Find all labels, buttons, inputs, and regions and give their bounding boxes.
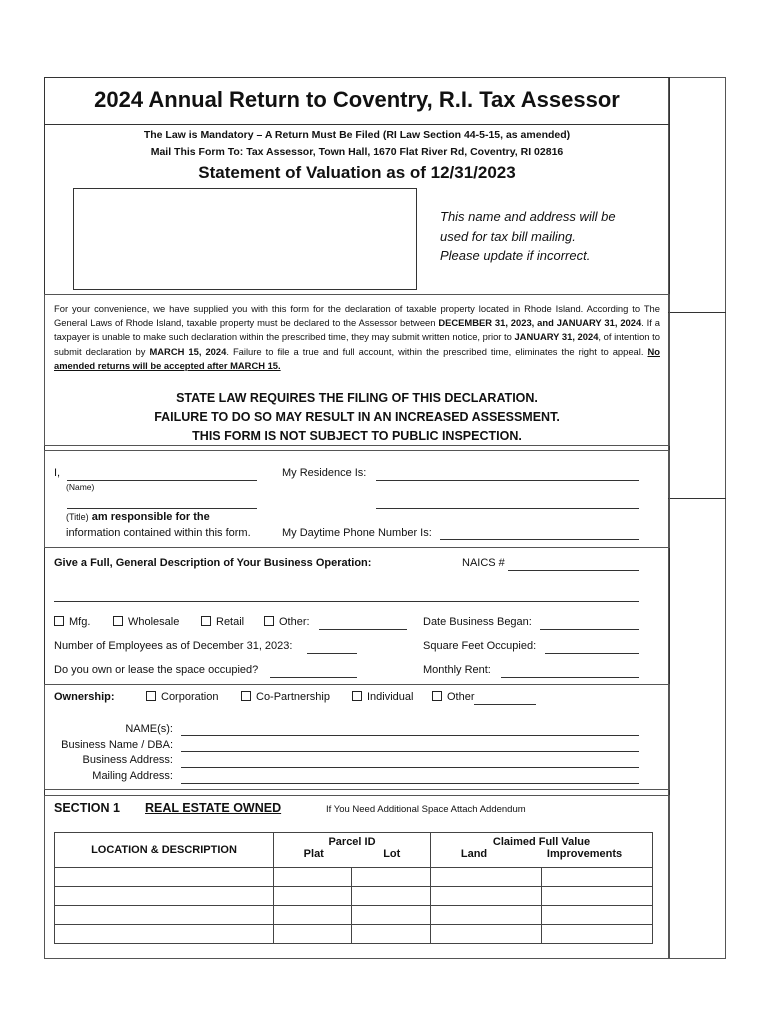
title-responsible-line bbox=[66, 511, 210, 523]
retail-checkbox[interactable] bbox=[201, 616, 211, 626]
col-value-header bbox=[431, 833, 653, 868]
section1-label: SECTION 1 bbox=[54, 801, 120, 815]
mailing-address-field[interactable] bbox=[181, 783, 639, 784]
business-address-field[interactable] bbox=[181, 767, 639, 768]
location-cell[interactable] bbox=[55, 868, 274, 887]
corporation-option[interactable] bbox=[146, 691, 218, 703]
names-field[interactable] bbox=[181, 735, 639, 736]
plat-cell[interactable] bbox=[274, 887, 352, 906]
notice-date: MARCH 15, 2024 bbox=[149, 345, 227, 357]
col-parcel-header bbox=[274, 833, 431, 868]
copartnership-checkbox[interactable] bbox=[241, 691, 251, 701]
retail-option[interactable] bbox=[201, 616, 244, 628]
residence-field-2[interactable] bbox=[376, 508, 639, 509]
notice-text: . If a taxpayer is unable to make such declaration within the prescribed time, they may submit written notice, prior to bbox=[54, 317, 660, 343]
lot-cell[interactable] bbox=[352, 906, 431, 925]
date-began-field[interactable] bbox=[540, 629, 639, 630]
naics-label: NAICS # bbox=[462, 557, 505, 569]
ownership-other-checkbox[interactable] bbox=[432, 691, 442, 701]
notice-text: . Failure to file a true and full account, within the prescribed time, eliminates the right to appeal. bbox=[226, 345, 648, 357]
parcel-subheaders bbox=[274, 848, 430, 860]
mfg-label: Mfg. bbox=[69, 616, 91, 628]
other-label: Other: bbox=[279, 616, 310, 628]
phone-field[interactable] bbox=[440, 539, 639, 540]
plat-cell[interactable] bbox=[274, 925, 352, 944]
right-margin-strip bbox=[668, 77, 726, 959]
info-label: information contained within this form. bbox=[66, 527, 251, 539]
statement-title: Statement of Valuation as of 12/31/2023 bbox=[198, 163, 516, 182]
col-parcel-label: Parcel ID bbox=[328, 836, 376, 848]
square-feet-field[interactable] bbox=[545, 653, 639, 654]
wholesale-option[interactable] bbox=[113, 616, 179, 628]
address-box[interactable] bbox=[73, 188, 417, 290]
page-title: 2024 Annual Return to Coventry, R.I. Tax Assessor bbox=[94, 87, 620, 112]
naics-field[interactable] bbox=[508, 570, 639, 571]
own-lease-field[interactable] bbox=[270, 677, 357, 678]
col-location-label: LOCATION & DESCRIPTION bbox=[91, 844, 237, 856]
notice-text: , of intention to submit declaration by bbox=[54, 331, 660, 357]
monthly-rent-label: Monthly Rent: bbox=[423, 664, 491, 676]
names-label: NAME(s): bbox=[125, 723, 173, 735]
improvements-cell[interactable] bbox=[542, 868, 653, 887]
real-estate-table bbox=[54, 832, 653, 944]
header-divider bbox=[44, 124, 670, 125]
business-name-label: Business Name / DBA: bbox=[61, 739, 173, 751]
address-note-line: This name and address will be bbox=[440, 209, 616, 224]
table-row bbox=[55, 868, 653, 887]
col-land-label: Land bbox=[460, 848, 488, 860]
wholesale-label: Wholesale bbox=[128, 616, 180, 628]
corporation-label: Corporation bbox=[161, 691, 219, 703]
business-address-label: Business Address: bbox=[82, 754, 173, 766]
name-label: (Name) bbox=[66, 482, 95, 492]
other-option[interactable] bbox=[264, 616, 310, 628]
notice-text: For your convenience, we have supplied you with this form for the declaration of taxable property located in Rhode Island. According to The General Laws of Rhode Island, taxable property must be declared to the Assessor between bbox=[54, 303, 660, 329]
own-lease-label: Do you own or lease the space occupied? bbox=[54, 664, 259, 676]
title-label: (Title) bbox=[66, 512, 89, 522]
residence-label: My Residence Is: bbox=[282, 467, 367, 479]
monthly-rent-field[interactable] bbox=[501, 677, 639, 678]
land-cell[interactable] bbox=[431, 887, 542, 906]
residence-field[interactable] bbox=[376, 480, 639, 481]
improvements-cell[interactable] bbox=[542, 887, 653, 906]
other-checkbox[interactable] bbox=[264, 616, 274, 626]
warning-line: THIS FORM IS NOT SUBJECT TO PUBLIC INSPECTION. bbox=[192, 429, 522, 443]
mail-line: Mail This Form To: Tax Assessor, Town Hall, 1670 Flat River Rd, Coventry, RI 02816 bbox=[150, 146, 564, 158]
date-began-label: Date Business Began: bbox=[423, 616, 532, 628]
individual-option[interactable] bbox=[352, 691, 413, 703]
address-note bbox=[440, 207, 616, 266]
lot-cell[interactable] bbox=[352, 887, 431, 906]
copartnership-label: Co-Partnership bbox=[256, 691, 330, 703]
individual-label: Individual bbox=[367, 691, 414, 703]
amended-note: No amended returns will be accepted after MARCH 15. bbox=[54, 345, 660, 371]
col-lot-label: Lot bbox=[383, 848, 401, 860]
col-value-label: Claimed Full Value bbox=[492, 836, 591, 848]
right-strip-divider bbox=[668, 312, 726, 313]
location-cell[interactable] bbox=[55, 887, 274, 906]
retail-label: Retail bbox=[216, 616, 245, 628]
table-row bbox=[55, 906, 653, 925]
address-note-line: Please update if incorrect. bbox=[440, 248, 591, 263]
notice-date: JANUARY 31, 2024 bbox=[514, 331, 599, 343]
warning-line: STATE LAW REQUIRES THE FILING OF THIS DECLARATION. bbox=[176, 391, 538, 405]
notice-paragraph bbox=[54, 302, 660, 373]
lot-cell[interactable] bbox=[352, 925, 431, 944]
mfg-checkbox[interactable] bbox=[54, 616, 64, 626]
mfg-option[interactable] bbox=[54, 616, 90, 628]
col-improvements-label: Improvements bbox=[546, 848, 623, 860]
plat-cell[interactable] bbox=[274, 868, 352, 887]
ownership-label: Ownership: bbox=[54, 691, 115, 703]
section1-title: REAL ESTATE OWNED bbox=[145, 801, 282, 815]
corporation-checkbox[interactable] bbox=[146, 691, 156, 701]
land-cell[interactable] bbox=[431, 925, 542, 944]
right-strip-divider bbox=[668, 498, 726, 499]
lot-cell[interactable] bbox=[352, 868, 431, 887]
other-field[interactable] bbox=[319, 629, 407, 630]
plat-cell[interactable] bbox=[274, 906, 352, 925]
business-description-label: Give a Full, General Description of Your Business Operation: bbox=[54, 557, 372, 569]
notice-date: DECEMBER 31, 2023, and JANUARY 31, 2024 bbox=[438, 317, 642, 329]
employees-field[interactable] bbox=[307, 653, 357, 654]
col-location-header bbox=[55, 833, 274, 868]
business-description-field[interactable] bbox=[54, 601, 639, 602]
value-subheaders bbox=[431, 848, 652, 860]
business-name-field[interactable] bbox=[181, 751, 639, 752]
location-cell[interactable] bbox=[55, 906, 274, 925]
land-cell[interactable] bbox=[431, 868, 542, 887]
table-row bbox=[55, 925, 653, 944]
law-line: The Law is Mandatory – A Return Must Be Filed (RI Law Section 44-5-15, as amended) bbox=[143, 129, 571, 141]
employees-label: Number of Employees as of December 31, 2023: bbox=[54, 640, 293, 652]
responsible-label: am responsible for the bbox=[91, 511, 210, 523]
ownership-other-label: Other bbox=[447, 691, 475, 703]
mailing-address-label: Mailing Address: bbox=[92, 770, 173, 782]
address-note-line: used for tax bill mailing. bbox=[440, 228, 576, 244]
location-cell[interactable] bbox=[55, 925, 274, 944]
warning-line: FAILURE TO DO SO MAY RESULT IN AN INCREASED ASSESSMENT. bbox=[154, 410, 560, 424]
ownership-other-option[interactable] bbox=[432, 691, 475, 703]
square-feet-label: Square Feet Occupied: bbox=[423, 640, 537, 652]
improvements-cell[interactable] bbox=[542, 925, 653, 944]
copartnership-option[interactable] bbox=[241, 691, 330, 703]
name-field[interactable] bbox=[67, 480, 257, 481]
phone-label: My Daytime Phone Number Is: bbox=[282, 527, 432, 539]
table-row bbox=[55, 887, 653, 906]
title-field[interactable] bbox=[67, 508, 257, 509]
ownership-other-field[interactable] bbox=[474, 704, 536, 705]
improvements-cell[interactable] bbox=[542, 906, 653, 925]
land-cell[interactable] bbox=[431, 906, 542, 925]
col-plat-label: Plat bbox=[303, 848, 324, 860]
wholesale-checkbox[interactable] bbox=[113, 616, 123, 626]
individual-checkbox[interactable] bbox=[352, 691, 362, 701]
section1-note: If You Need Additional Space Attach Addendum bbox=[326, 804, 526, 815]
i-label: I, bbox=[54, 467, 61, 479]
warning-text bbox=[44, 389, 670, 446]
